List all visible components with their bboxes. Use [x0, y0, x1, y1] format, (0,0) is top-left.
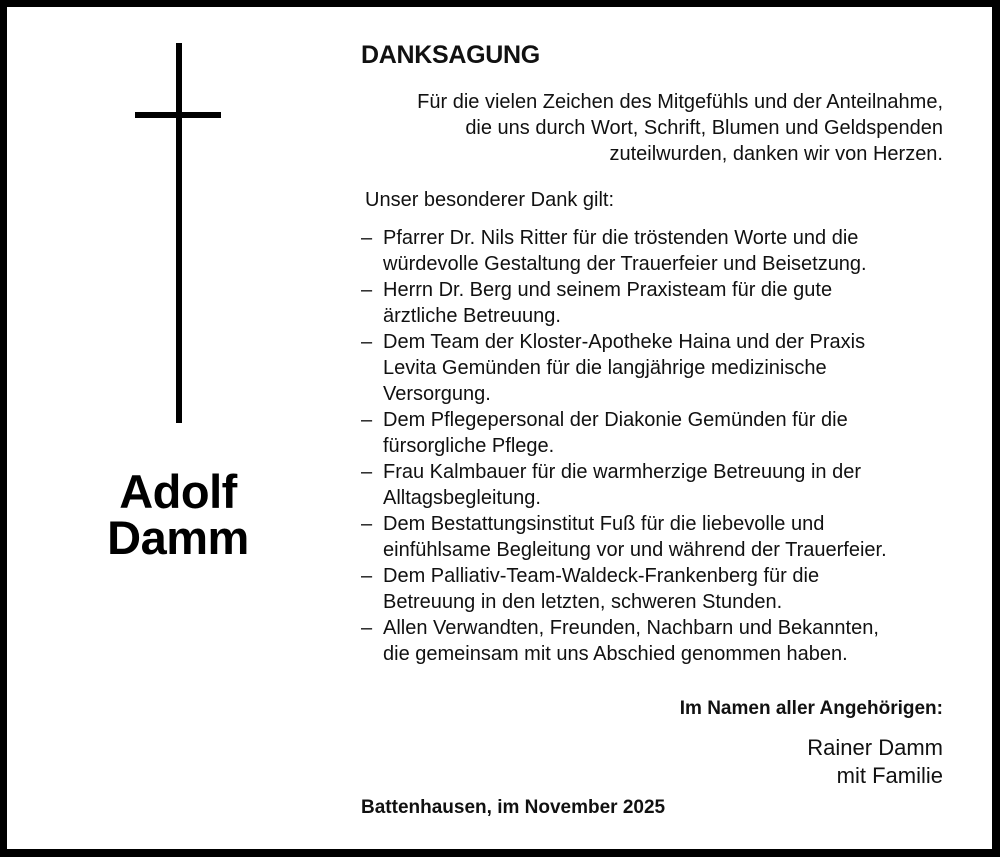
list-item-line: Dem Pflegepersonal der Diakonie Gemünden für die — [383, 409, 848, 431]
list-item-line: Pfarrer Dr. Nils Ritter für die tröstenden Worte und die — [383, 227, 859, 249]
list-item-line: fürsorgliche Pflege. — [383, 435, 555, 457]
list-item — [361, 615, 961, 667]
list-item-line: Herrn Dr. Berg und seinem Praxisteam für die gute — [383, 279, 833, 301]
list-item — [361, 563, 961, 615]
list-item-line: einfühlsame Begleitung vor und während der Trauerfeier. — [383, 539, 887, 561]
deceased-name — [67, 465, 289, 564]
signature-names — [807, 734, 943, 790]
list-item — [361, 407, 961, 459]
signature-label: Im Namen aller Angehörigen: — [679, 698, 943, 719]
dash-bullet: – — [361, 227, 373, 249]
list-item — [361, 277, 961, 329]
list-item-line: Betreuung in den letzten, schweren Stunden. — [383, 591, 783, 613]
list-item — [361, 459, 961, 511]
list-item-line: ärztliche Betreuung. — [383, 305, 561, 327]
intro-line: zuteilwurden, danken wir von Herzen. — [609, 143, 943, 165]
list-item-line: Allen Verwandten, Freunden, Nachbarn und Bekannten, — [383, 617, 879, 639]
notice-frame — [7, 7, 992, 849]
deceased-last-name: Damm — [107, 511, 249, 564]
list-item-line: Versorgung. — [383, 383, 491, 405]
cross-horizontal-bar — [135, 112, 221, 118]
list-item-line: würdevolle Gestaltung der Trauerfeier und Beisetzung. — [383, 253, 867, 275]
list-item-line: Alltagsbegleitung. — [383, 487, 541, 509]
list-item-line: Frau Kalmbauer für die warmherzige Betreuung in der — [383, 461, 862, 483]
notice-title: DANKSAGUNG — [361, 41, 540, 69]
list-item-line: Dem Palliativ-Team-Waldeck-Frankenberg für die — [383, 565, 820, 587]
list-item — [361, 511, 961, 563]
dash-bullet: – — [361, 279, 373, 301]
list-item-line: Dem Team der Kloster-Apotheke Haina und der Praxis — [383, 331, 866, 353]
dash-bullet: – — [361, 331, 373, 353]
place-date: Battenhausen, im November 2025 — [361, 797, 666, 818]
list-item-line: Dem Bestattungsinstitut Fuß für die liebevolle und — [383, 513, 825, 535]
intro-text — [361, 89, 943, 167]
thanks-label: Unser besonderer Dank gilt: — [365, 189, 615, 211]
dash-bullet: – — [361, 513, 373, 535]
dash-bullet: – — [361, 461, 373, 483]
list-item-line: Levita Gemünden für die langjährige medizinische — [383, 357, 827, 379]
dash-bullet: – — [361, 565, 373, 587]
signature-name: Rainer Damm — [807, 735, 943, 760]
cross-vertical-bar — [176, 43, 182, 423]
dash-bullet: – — [361, 409, 373, 431]
deceased-first-name: Adolf — [119, 465, 237, 518]
intro-line: die uns durch Wort, Schrift, Blumen und Geldspenden — [465, 117, 943, 139]
thanks-list — [361, 225, 961, 667]
signature-family: mit Familie — [836, 763, 943, 788]
intro-line: Für die vielen Zeichen des Mitgefühls und der Anteilnahme, — [417, 91, 943, 113]
list-item — [361, 225, 961, 277]
list-item — [361, 329, 961, 407]
dash-bullet: – — [361, 617, 373, 639]
list-item-line: die gemeinsam mit uns Abschied genommen haben. — [383, 643, 848, 665]
